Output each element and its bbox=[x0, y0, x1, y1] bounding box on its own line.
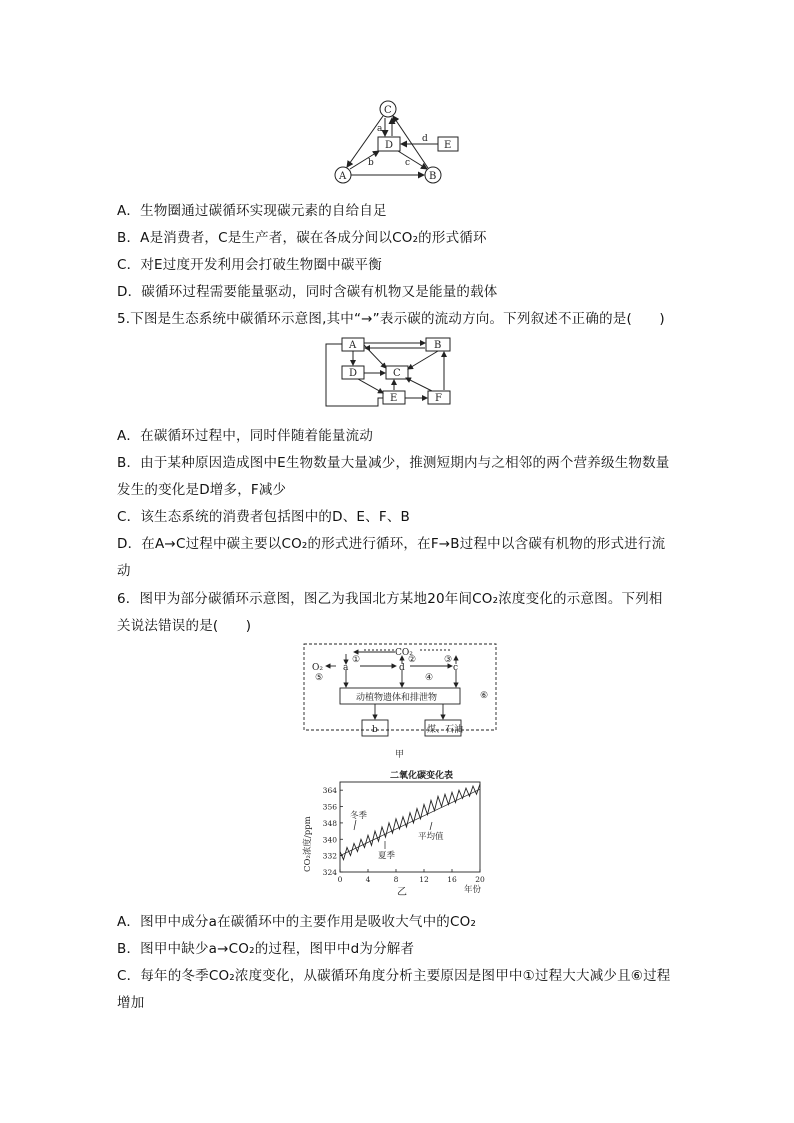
q4-option-c: C．对E过度开发利用会打破生物圈中碳平衡 bbox=[117, 257, 382, 273]
carbon-cycle-diagram-1 bbox=[330, 97, 470, 189]
chart-annotation-winter: 冬季 bbox=[350, 811, 368, 821]
x-tick-label: 12 bbox=[419, 875, 429, 884]
box-B: B bbox=[434, 340, 442, 351]
box-C: C bbox=[393, 368, 401, 379]
edge-label-c: c bbox=[405, 158, 411, 168]
jia-n5: ⑤ bbox=[315, 673, 324, 683]
jia-n2: ② bbox=[408, 655, 417, 665]
box-E: E bbox=[390, 393, 398, 404]
carbon-cycle-diagram-jia bbox=[300, 640, 500, 762]
y-tick-label: 348 bbox=[322, 818, 337, 828]
q5-stem: 5.下图是生态系统中碳循环示意图,其中“→”表示碳的流动方向。下列叙述不正确的是( ) bbox=[117, 311, 665, 327]
chart-annotation-summer: 夏季 bbox=[378, 851, 396, 861]
chart-ylabel: CO₂浓度/ppm bbox=[303, 816, 313, 872]
q5-option-d-line2: 动 bbox=[117, 563, 131, 579]
jia-a: a bbox=[343, 663, 349, 673]
jia-n1: ① bbox=[352, 655, 361, 665]
y-tick-label: 324 bbox=[322, 868, 337, 877]
x-tick-label: 0 bbox=[337, 875, 343, 884]
edge-label-a: a bbox=[377, 124, 383, 134]
label-E: E bbox=[444, 140, 452, 151]
q6-option-c-line2: 增加 bbox=[117, 995, 145, 1011]
mean-line bbox=[340, 789, 480, 855]
label-A: A bbox=[339, 171, 347, 182]
chart-annotation-mean: 平均值 bbox=[418, 832, 444, 842]
label-B: B bbox=[429, 171, 437, 182]
q6-option-a: A．图甲中成分a在碳循环中的主要作用是吸收大气中的CO₂ bbox=[117, 914, 477, 930]
q5-option-a: A．在碳循环过程中，同时伴随着能量流动 bbox=[117, 428, 374, 444]
label-D: D bbox=[385, 140, 394, 151]
mean-pointer bbox=[430, 822, 432, 830]
jia-c: c bbox=[453, 663, 459, 673]
winter-pointer bbox=[354, 820, 356, 830]
q4-option-b: B．A是消费者，C是生产者，碳在各成分间以CO₂的形式循环 bbox=[117, 230, 487, 246]
y-tick-label: 332 bbox=[322, 851, 337, 861]
q4-option-d: D．碳循环过程需要能量驱动，同时含碳有机物又是能量的载体 bbox=[117, 284, 498, 300]
chart-xlabel: 年份 bbox=[464, 885, 482, 895]
q6-stem-line1: 6．图甲为部分碳循环示意图，图乙为我国北方某地20年间CO₂浓度变化的示意图。下列相 bbox=[117, 591, 663, 607]
jia-caption: 甲 bbox=[395, 750, 405, 760]
box-A: A bbox=[349, 340, 357, 351]
jia-n4: ④ bbox=[425, 673, 434, 683]
y-tick-label: 364 bbox=[322, 786, 337, 796]
y-tick-label: 356 bbox=[322, 802, 337, 812]
x-tick-label: 20 bbox=[475, 875, 485, 884]
q5-option-d-line1: D．在A→C过程中碳主要以CO₂的形式进行循环，在F→B过程中以含碳有机物的形式进行流 bbox=[117, 536, 666, 552]
q6-option-c-line1: C．每年的冬季CO₂浓度变化，从碳循环角度分析主要原因是图甲中①过程大大减少且⑥过程 bbox=[117, 968, 671, 984]
jia-coal: 煤、石油 bbox=[427, 725, 464, 735]
jia-remains: 动植物遗体和排泄物 bbox=[356, 693, 438, 703]
q6-stem-line2: 关说法错误的是( ) bbox=[117, 618, 252, 634]
x-tick-label: 16 bbox=[447, 875, 457, 884]
chart-caption: 乙 bbox=[397, 887, 407, 898]
box-F: F bbox=[435, 393, 442, 404]
q4-option-a: A．生物圈通过碳循环实现碳元素的自给自足 bbox=[117, 203, 387, 219]
q5-option-b-line1: B．由于某种原因造成图中E生物数量大量减少，推测短期内与之相邻的两个营养级生物数量 bbox=[117, 455, 670, 471]
co2-concentration-chart bbox=[300, 768, 500, 900]
edge-label-d: d bbox=[422, 134, 428, 144]
jia-b: b bbox=[372, 725, 378, 735]
chart-frame bbox=[340, 782, 480, 872]
q5-option-b-line2: 发生的变化是D增多，F减少 bbox=[117, 482, 287, 498]
co2-series-line bbox=[340, 784, 480, 860]
x-tick-label: 4 bbox=[365, 875, 371, 884]
q6-option-b: B．图甲中缺少a→CO₂的过程，图甲中d为分解者 bbox=[117, 941, 415, 957]
box-D: D bbox=[349, 368, 358, 379]
q5-option-c: C．该生态系统的消费者包括图中的D、E、F、B bbox=[117, 509, 410, 525]
jia-n3: ③ bbox=[444, 655, 453, 665]
jia-d: d bbox=[399, 663, 405, 673]
y-tick-label: 340 bbox=[322, 835, 337, 845]
jia-o2: O₂ bbox=[312, 663, 323, 673]
carbon-cycle-diagram-2 bbox=[320, 333, 470, 413]
jia-n6: ⑥ bbox=[480, 691, 489, 701]
x-tick-label: 8 bbox=[393, 875, 399, 884]
edge-label-b: b bbox=[368, 158, 374, 168]
chart-title: 二氧化碳变化表 bbox=[390, 771, 454, 781]
jia-co2: CO₂ bbox=[395, 648, 413, 658]
label-C: C bbox=[384, 105, 392, 116]
